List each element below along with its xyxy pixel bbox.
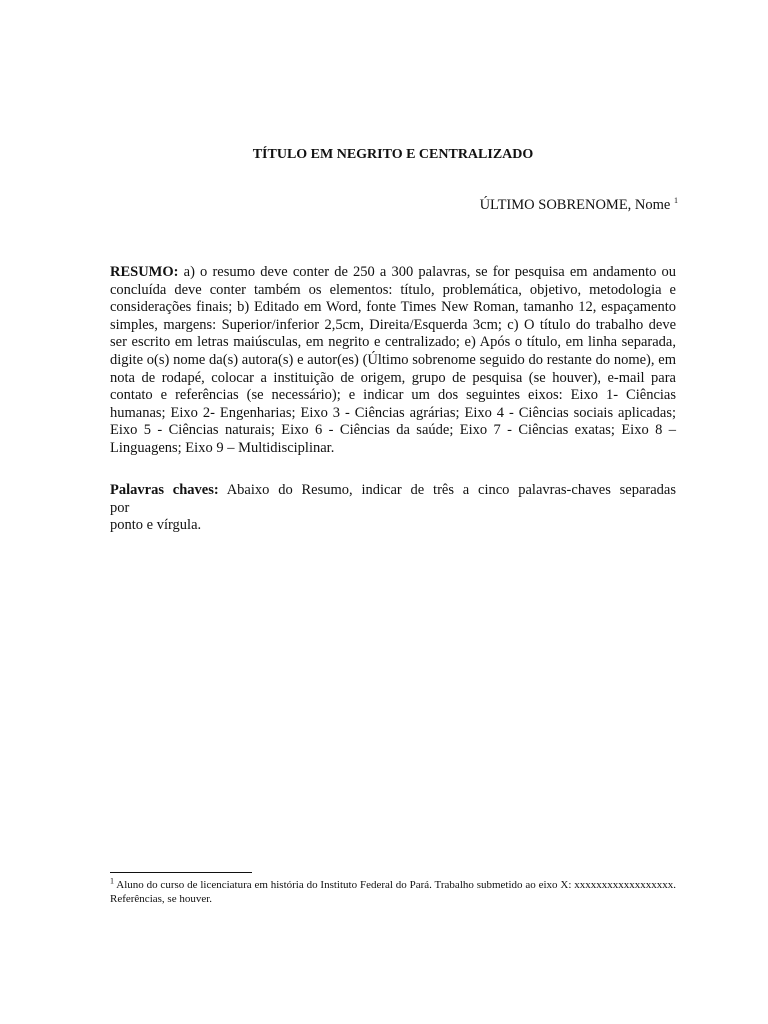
keywords-paragraph (110, 482, 676, 535)
footnote-text: Aluno do curso de licenciatura em história do Instituto Federal do Pará. Trabalho submetido ao eixo X: xxxxxxxxxxxxxxxxxx. Referências, se houver. (110, 879, 676, 905)
abstract-text: a) o resumo deve conter de 250 a 300 palavras, se for pesquisa em andamento ou concluída deve conter também os elementos: título, problemática, objetivo, metodologia e considerações finais; b) Editado em Word, fonte Times New Roman, tamanho 12, espaçamento simples, margens: Superior/inferior 2,5cm, Direita/Esquerda 3cm; c) O título do trabalho deve ser escrito em letras maiúsculas, em negrito e centralizado; e) Após o título, em linha separada, digite o(s) nome da(s) autora(s) e autor(es) (Último sobrenome seguido do restante do nome), em nota de rodapé, colocar a instituição de origem, grupo de pesquisa (se houver), e-mail para contato e referências (se necessário); e indicar um dos seguintes eixos: Eixo 1- Ciências humanas; Eixo 2- Engenharias; Eixo 3 - Ciências agrárias; Eixo 4 - Ciências sociais aplicadas; Eixo 5 - Ciências naturais; Eixo 6 - Ciências da saúde; Eixo 7 - Ciências exatas; Eixo 8 – Linguagens; Eixo 9 – Multidisciplinar. (110, 264, 677, 456)
footnote-mark: 1 (110, 876, 114, 886)
keywords-label: Palavras chaves: (110, 482, 219, 498)
author-footnote-mark: 1 (674, 196, 678, 206)
keywords-text-line1: Abaixo do Resumo, indicar de três a cinco palavras-chaves separadas (226, 482, 677, 498)
page-title: TÍTULO EM NEGRITO E CENTRALIZADO (252, 147, 534, 162)
keywords-text-line2: por (110, 499, 130, 516)
author-line (480, 196, 678, 214)
keywords-first-line (110, 482, 676, 500)
keywords-text-line3: ponto e vírgula. (110, 517, 202, 534)
abstract-label: RESUMO: (110, 264, 179, 280)
abstract-paragraph (110, 264, 676, 458)
author-name: ÚLTIMO SOBRENOME, Nome (479, 197, 671, 213)
footnote (110, 878, 676, 906)
footnote-separator (110, 872, 252, 873)
